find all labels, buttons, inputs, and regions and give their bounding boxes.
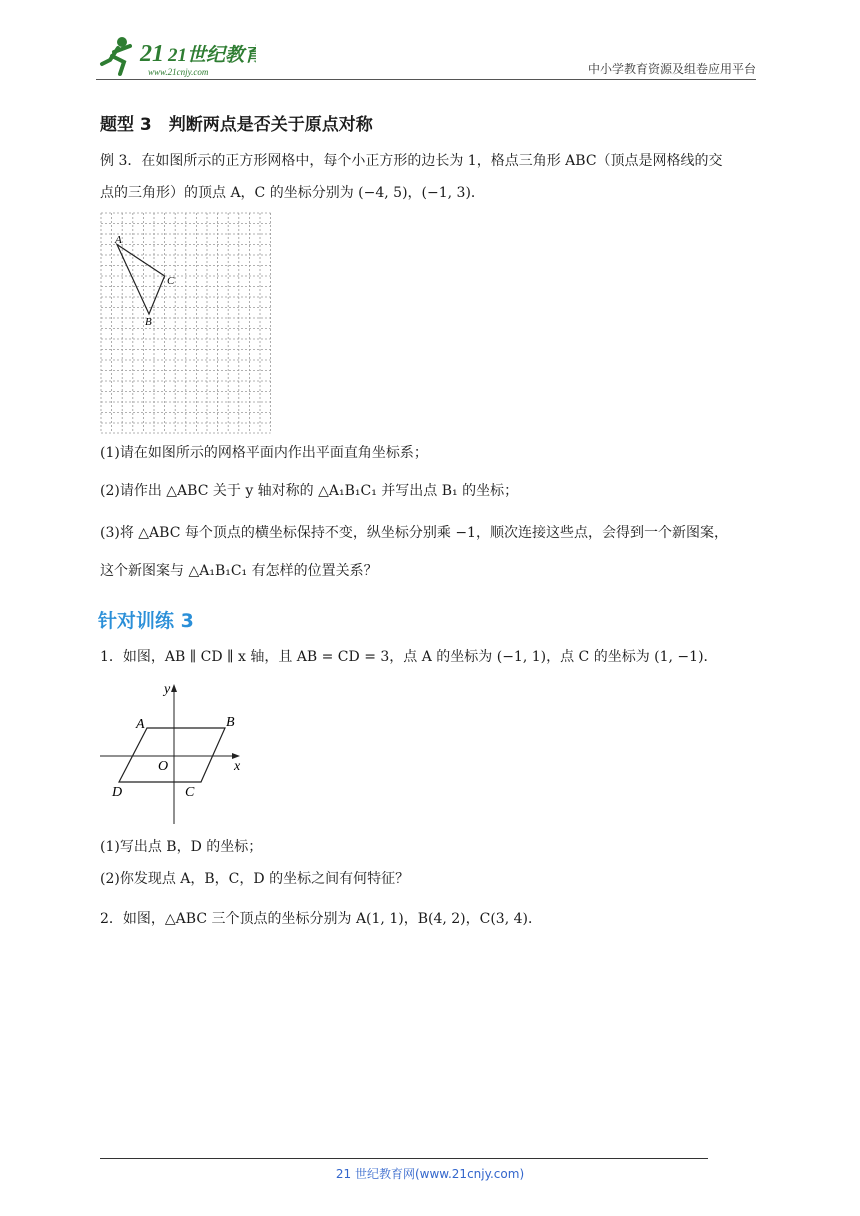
- logo-text: 21世纪教育: [168, 45, 256, 66]
- example-line-2: 点的三角形）的顶点 A，C 的坐标分别为 (−4, 5)，(−1, 3)．: [100, 185, 485, 201]
- question-3-line-2: 这个新图案与 △A₁B₁C₁ 有怎样的位置关系？: [100, 563, 378, 579]
- example-line-1: 例 3．在如图所示的正方形网格中，每个小正方形的边长为 1，格点三角形 ABC（顶点是网格线的交: [100, 153, 723, 169]
- question-2: (2)请作出 △ABC 关于 y 轴对称的 △A₁B₁C₁ 并写出点 B₁ 的坐标；: [100, 483, 519, 499]
- label-a2: A: [136, 717, 145, 732]
- logo-url: www.21cnjy.com: [148, 67, 209, 77]
- label-b: B: [145, 316, 152, 328]
- label-y: y: [164, 682, 171, 697]
- grid-lines: [101, 213, 271, 433]
- label-c: C: [167, 275, 175, 287]
- label-b2: B: [226, 715, 235, 730]
- coordinate-figure: [98, 678, 258, 830]
- parallelogram-abcd: [119, 728, 225, 782]
- header-divider: [96, 79, 756, 80]
- site-logo: [96, 34, 256, 78]
- label-a: A: [115, 234, 122, 246]
- footer-divider: [100, 1158, 708, 1159]
- label-x: x: [234, 759, 241, 774]
- training-title: 针对训练 3: [98, 610, 194, 632]
- platform-name: 中小学教育资源及组卷应用平台: [587, 62, 756, 76]
- training-item-1-q1: (1)写出点 B，D 的坐标；: [100, 839, 263, 855]
- label-o: O: [158, 759, 169, 774]
- svg-text:21: 21: [140, 41, 164, 67]
- label-c2: C: [185, 785, 195, 800]
- question-3-line-1: (3)将 △ABC 每个顶点的横坐标保持不变，纵坐标分别乘 −1，顺次连接这些点，会得到一个新图案，: [100, 525, 728, 541]
- y-arrow: [171, 684, 177, 692]
- footer-link[interactable]: 21 世纪教育网(www.21cnjy.com): [335, 1167, 525, 1181]
- training-item-1: 1．如图，AB ∥ CD ∥ x 轴，且 AB = CD = 3，点 A 的坐标为 (−1, 1)，点 C 的坐标为 (1, −1)．: [100, 649, 718, 665]
- training-item-2: 2．如图，△ABC 三个顶点的坐标分别为 A(1, 1)，B(4, 2)，C(3, 4)．: [100, 911, 542, 927]
- training-item-1-q2: (2)你发现点 A，B，C，D 的坐标之间有何特征？: [100, 871, 410, 887]
- grid-figure: [100, 212, 272, 438]
- question-1: (1)请在如图所示的网格平面内作出平面直角坐标系；: [100, 445, 428, 461]
- section-title: 题型 3 判断两点是否关于原点对称: [100, 115, 373, 135]
- label-d: D: [112, 785, 123, 800]
